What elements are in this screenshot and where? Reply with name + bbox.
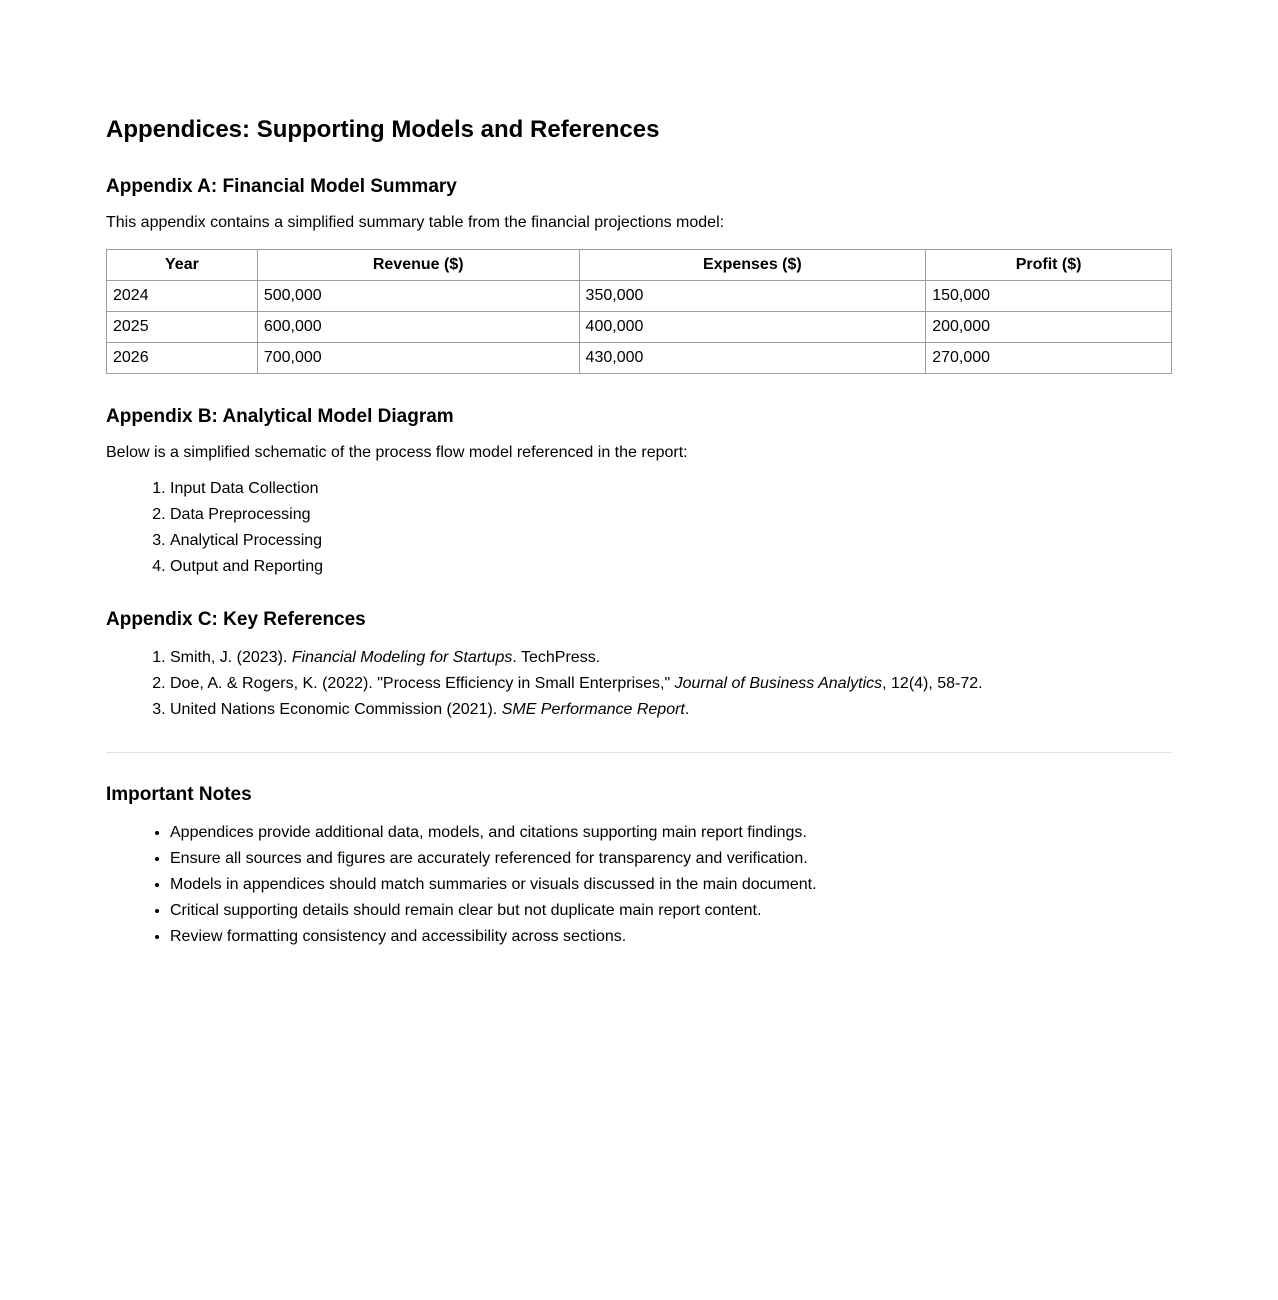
table-row: [107, 312, 1172, 343]
appendix-b-heading: Appendix B: Analytical Model Diagram: [106, 406, 454, 427]
reference-text: . TechPress.: [512, 649, 601, 666]
list-item: 4. Output and Reporting: [170, 554, 1172, 580]
column-header-profit: Profit ($): [926, 250, 1172, 281]
reference-item: [170, 697, 1172, 723]
column-header-revenue: Revenue ($): [257, 250, 579, 281]
column-header-expenses: Expenses ($): [579, 250, 926, 281]
list-item: 1. Input Data Collection: [170, 476, 1172, 502]
references-list: [106, 645, 1172, 723]
appendix-b-intro: Below is a simplified schematic of the process flow model referenced in the report:: [106, 444, 688, 461]
list-item: • Ensure all sources and figures are accurately referenced for transparency and verification.: [170, 846, 1172, 872]
reference-text: , 12(4), 58-72.: [882, 675, 983, 692]
cell-profit: 270,000: [926, 343, 1172, 374]
list-item: 2. Data Preprocessing: [170, 502, 1172, 528]
list-item: • Critical supporting details should remain clear but not duplicate main report content.: [170, 898, 1172, 924]
cell-profit: 200,000: [926, 312, 1172, 343]
list-item: • Review formatting consistency and accessibility across sections.: [170, 924, 1172, 950]
section-divider: [106, 752, 1172, 753]
financial-summary-table: [106, 249, 1172, 374]
column-header-year: Year: [107, 250, 258, 281]
table-header-row: [107, 250, 1172, 281]
reference-text: United Nations Economic Commission (2021).: [170, 701, 502, 718]
important-notes-heading: Important Notes: [106, 784, 252, 805]
reference-text: Doe, A. & Rogers, K. (2022). "Process Efficiency in Small Enterprises,": [170, 675, 675, 692]
reference-item: [170, 645, 1172, 671]
table-row: [107, 281, 1172, 312]
list-item: • Appendices provide additional data, models, and citations supporting main report findings.: [170, 820, 1172, 846]
table-row: [107, 343, 1172, 374]
cell-revenue: 500,000: [257, 281, 579, 312]
reference-text: Smith, J. (2023).: [170, 649, 292, 666]
appendix-a-intro: This appendix contains a simplified summary table from the financial projections model:: [106, 214, 725, 231]
reference-title: Financial Modeling for Startups: [291, 649, 513, 666]
cell-expenses: 400,000: [579, 312, 926, 343]
important-notes-list: [106, 820, 1172, 950]
cell-expenses: 350,000: [579, 281, 926, 312]
cell-year: 2025: [107, 312, 258, 343]
list-item: • Models in appendices should match summaries or visuals discussed in the main document.: [170, 872, 1172, 898]
process-steps-list: [106, 476, 1172, 580]
reference-text: .: [684, 701, 690, 718]
reference-title: Journal of Business Analytics: [674, 675, 883, 692]
appendix-c-heading: Appendix C: Key References: [106, 609, 366, 630]
cell-revenue: 600,000: [257, 312, 579, 343]
cell-expenses: 430,000: [579, 343, 926, 374]
cell-profit: 150,000: [926, 281, 1172, 312]
cell-year: 2024: [107, 281, 258, 312]
reference-title: SME Performance Report: [501, 701, 685, 718]
list-item: 3. Analytical Processing: [170, 528, 1172, 554]
page-title: Appendices: Supporting Models and References: [106, 116, 660, 143]
cell-year: 2026: [107, 343, 258, 374]
cell-revenue: 700,000: [257, 343, 579, 374]
reference-item: [170, 671, 1172, 697]
appendix-a-heading: Appendix A: Financial Model Summary: [106, 176, 457, 197]
